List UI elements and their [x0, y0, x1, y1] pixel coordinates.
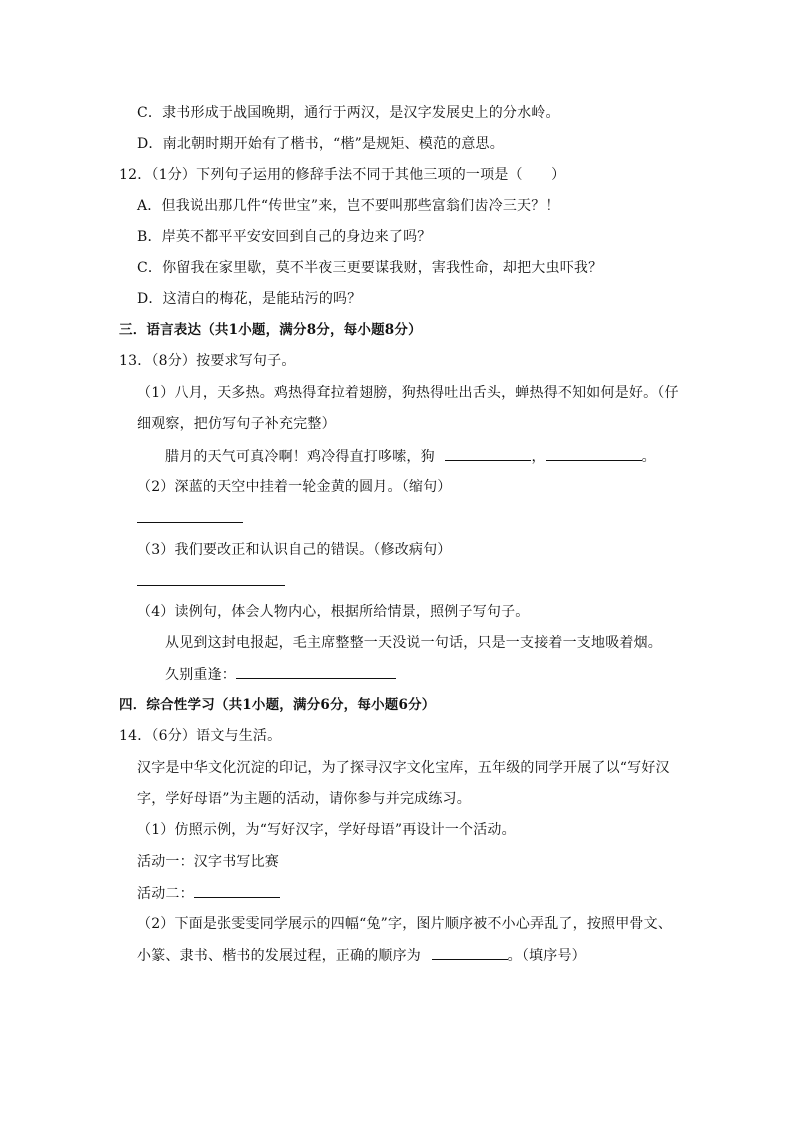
q12-option-d: D．这清白的梅花，是能玷污的吗？ — [137, 291, 362, 307]
q13-part3-answer-blank[interactable] — [137, 585, 285, 586]
q13-part1-answer-line — [165, 446, 656, 467]
q13-part2: （2）深蓝的天空中挂着一轮金黄的圆月。（缩句） — [137, 479, 452, 495]
q13-part1-line2: 细观察，把仿写句子补充完整） — [137, 416, 336, 432]
q13-part4-example: 从见到这封电报起，毛主席整整一天没说一句话，只是一支接着一支地吸着烟。 — [165, 635, 662, 651]
q13-part1-blank-1[interactable] — [445, 446, 531, 461]
q13-part1-blank-2[interactable] — [546, 446, 642, 461]
q11-option-d: D．南北朝时期开始有了楷书，“楷”是规矩、模范的意思。 — [137, 136, 504, 152]
q14-part2-blank[interactable] — [432, 945, 508, 960]
q14-activity2-line — [137, 883, 280, 904]
q14-part2-line2-pre: 小篆、隶书、楷书的发展过程，正确的顺序为 — [137, 948, 421, 964]
section-4-heading: 四．综合性学习（共1小题，满分6分，每小题6分） — [119, 697, 436, 713]
q13-part4-answer-line — [165, 664, 396, 685]
q14-part2-line1: （2）下面是张雯雯同学展示的四幅“兔”字，图片顺序被不小心弄乱了，按照甲骨文、 — [137, 916, 673, 932]
q13-part1-end: 。 — [641, 449, 656, 465]
q14-activity2-label: 活动二： — [137, 886, 194, 902]
q14-part1: （1）仿照示例，为“写好汉字，学好母语”再设计一个活动。 — [137, 822, 516, 838]
q11-option-c: C．隶书形成于战国晚期，通行于两汉，是汉字发展史上的分水岭。 — [137, 105, 560, 121]
q13-part1-comma: ， — [531, 449, 546, 465]
q14-stem: 14．（6分）语文与生活。 — [119, 728, 282, 744]
q14-part2-line2-post: 。（填序号） — [507, 948, 586, 964]
section-3-heading: 三．语言表达（共1小题，满分8分，每小题8分） — [119, 322, 422, 338]
q12-stem: 12．（1分）下列句子运用的修辞手法不同于其他三项的一项是（ ） — [119, 167, 566, 183]
q14-part2-line2 — [137, 945, 586, 966]
q13-part3: （3）我们要改正和认识自己的错误。（修改病句） — [137, 542, 452, 558]
q14-intro-line1: 汉字是中华文化沉淀的印记，为了探寻汉字文化宝库，五年级的同学开展了以“写好汉 — [137, 760, 670, 776]
q13-part2-answer-blank[interactable] — [137, 522, 243, 523]
q12-option-a: A．但我说出那几件“传世宝”来，岂不要叫那些富翁们齿冷三天？！ — [137, 198, 560, 214]
q14-activity1: 活动一：汉字书写比赛 — [137, 854, 279, 870]
q12-option-c: C．你留我在家里歇，莫不半夜三更要谋我财，害我性命，却把大虫吓我？ — [137, 260, 603, 276]
q13-part1-line1: （1）八月，天多热。鸡热得耷拉着翅膀，狗热得吐出舌头，蝉热得不知如何是好。（仔 — [137, 385, 679, 401]
q14-activity2-blank[interactable] — [194, 883, 280, 898]
q13-part4: （4）读例句，体会人物内心，根据所给情景，照例子写句子。 — [137, 604, 530, 620]
q13-stem: 13．（8分）按要求写句子。 — [119, 353, 296, 369]
q13-part1-prompt: 腊月的天气可真冷啊！鸡冷得直打哆嗦，狗 — [165, 449, 435, 465]
q12-option-b: B．岸英不都平平安安回到自己的身边来了吗？ — [137, 229, 432, 245]
q13-part4-prompt: 久别重逢： — [165, 667, 236, 683]
q13-part4-blank[interactable] — [236, 664, 396, 679]
q14-intro-line2: 字，学好母语”为主题的活动，请你参与并完成练习。 — [137, 791, 471, 807]
